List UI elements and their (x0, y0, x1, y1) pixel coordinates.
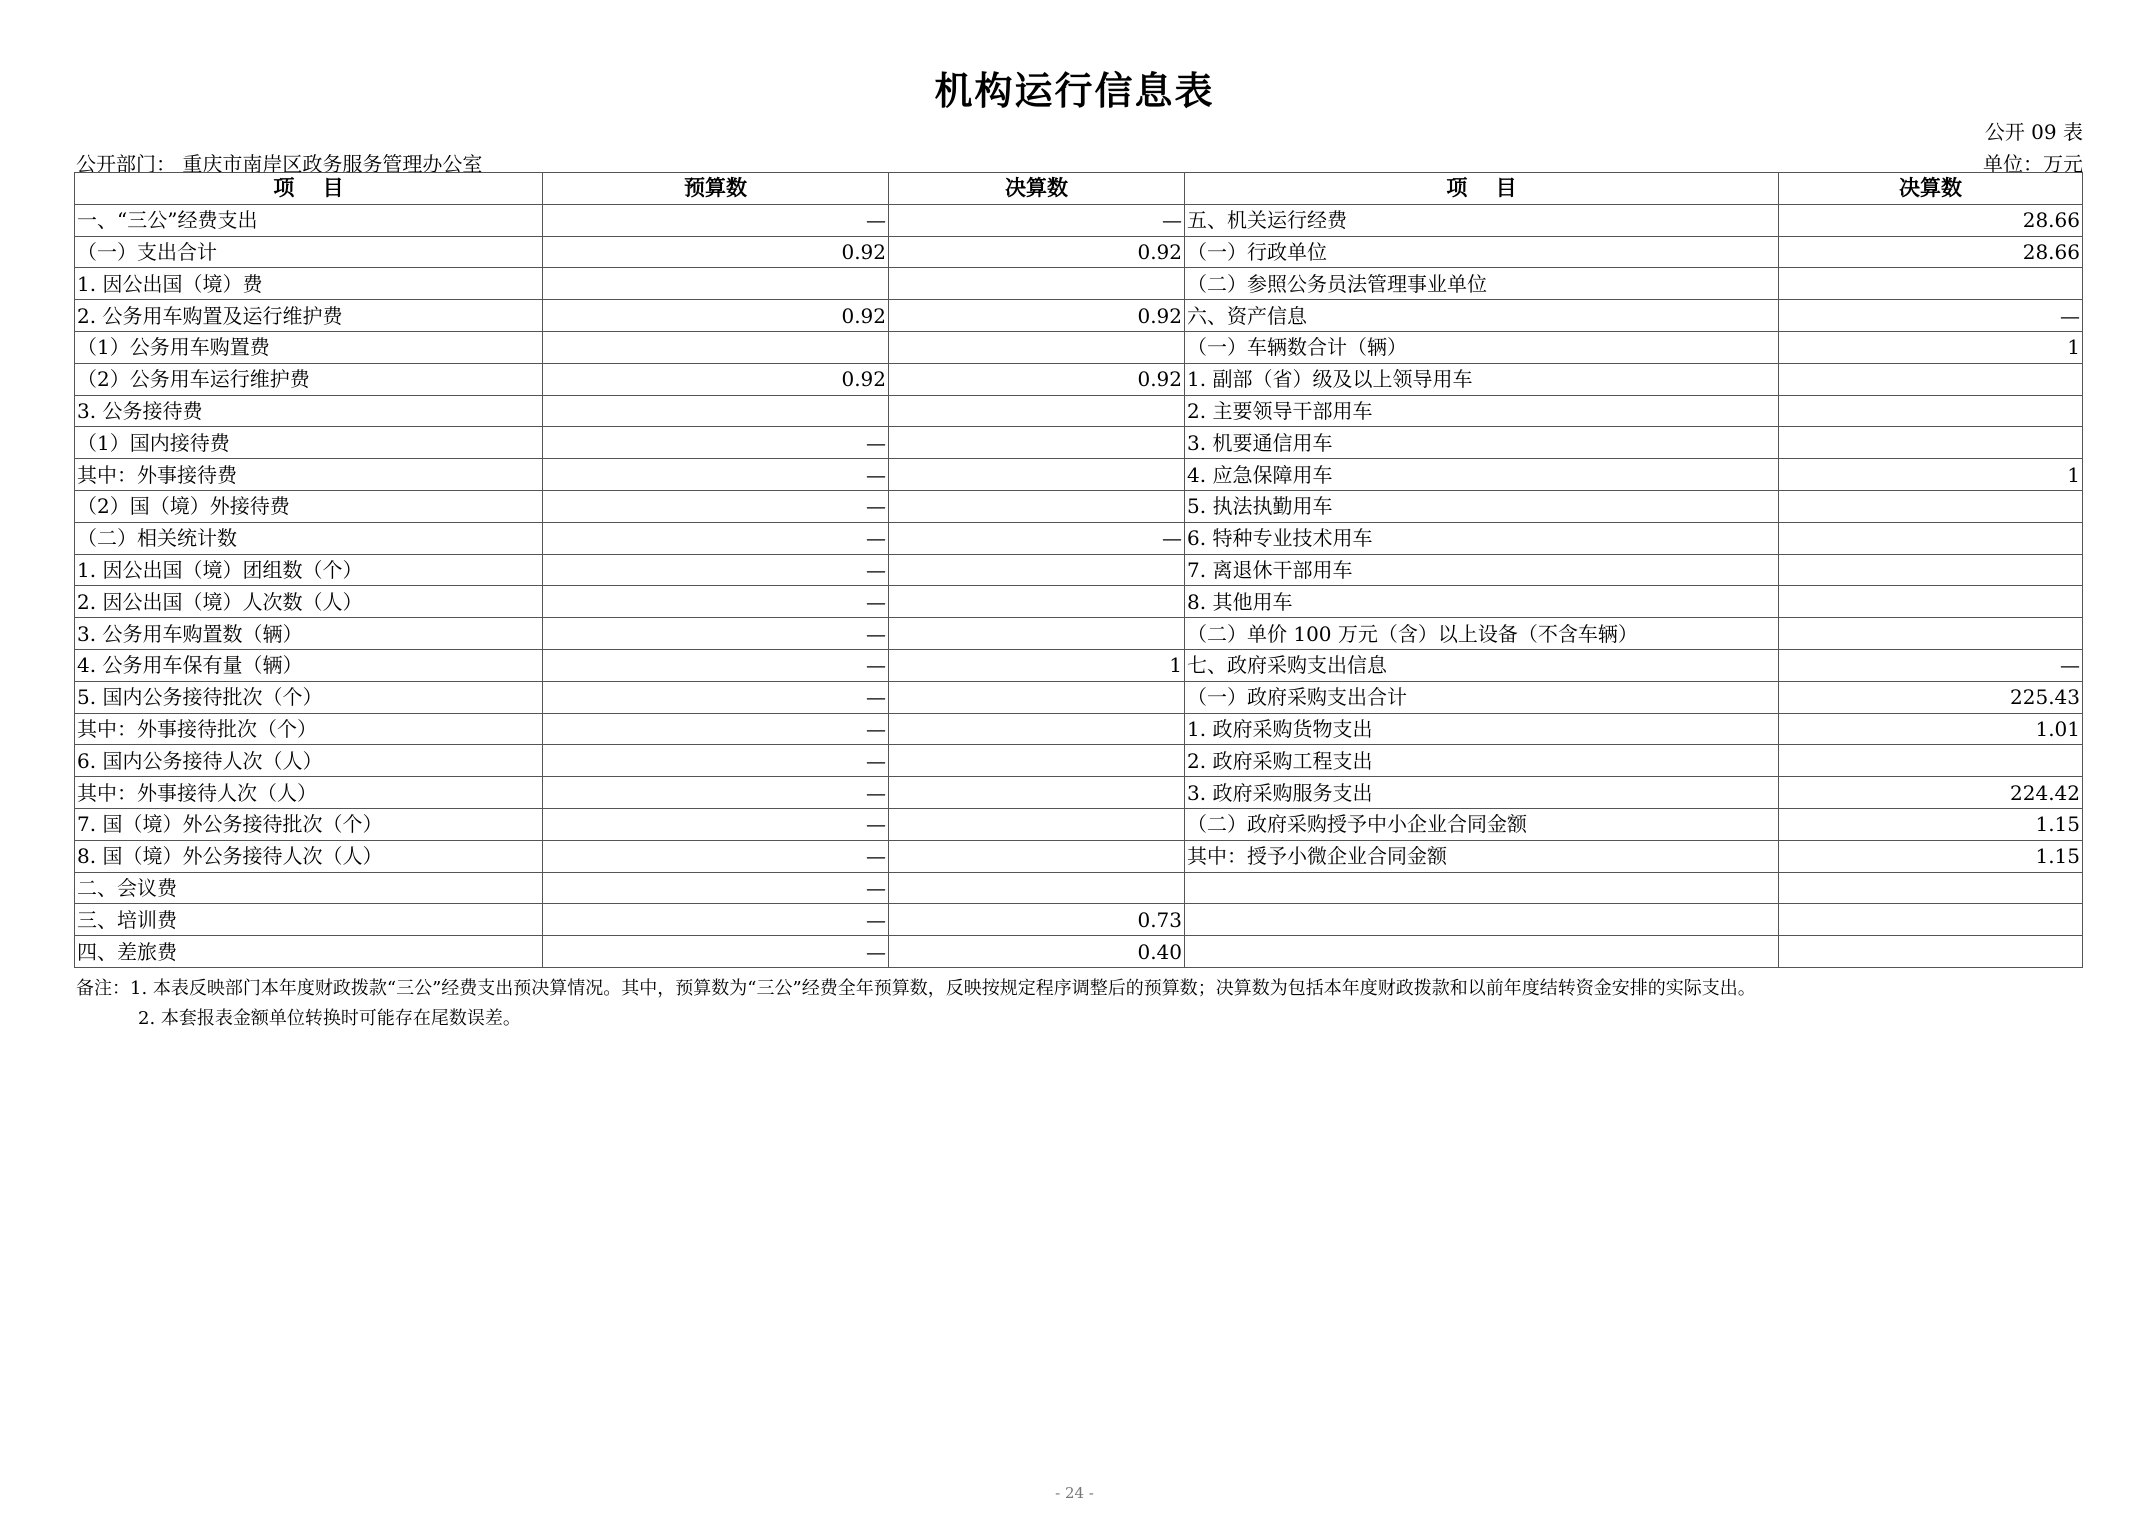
right-final-cell (1779, 904, 2083, 936)
budget-cell: 0.92 (543, 300, 889, 332)
right-final-cell: 1.01 (1779, 713, 2083, 745)
final-cell (889, 586, 1185, 618)
budget-cell (543, 395, 889, 427)
left-item-cell: （二）相关统计数 (75, 522, 543, 554)
left-item-cell: 3. 公务用车购置数（辆） (75, 618, 543, 650)
budget-cell: — (543, 936, 889, 968)
final-cell: 0.40 (889, 936, 1185, 968)
final-cell: — (889, 204, 1185, 236)
right-item-cell: 1. 副部（省）级及以上领导用车 (1185, 363, 1779, 395)
budget-cell: 0.92 (543, 363, 889, 395)
left-item-cell: （2）国（境）外接待费 (75, 490, 543, 522)
page-number: - 24 - (1055, 1484, 1094, 1502)
final-cell (889, 331, 1185, 363)
right-final-cell (1779, 618, 2083, 650)
right-item-cell (1185, 936, 1779, 968)
table-row (75, 236, 2083, 268)
budget-cell: — (543, 204, 889, 236)
right-final-cell: 1 (1779, 459, 2083, 491)
final-cell (889, 777, 1185, 809)
budget-cell: — (543, 681, 889, 713)
final-cell: 0.92 (889, 363, 1185, 395)
left-item-cell: 5. 国内公务接待批次（个） (75, 681, 543, 713)
right-final-cell: 1.15 (1779, 808, 2083, 840)
table-row (75, 586, 2083, 618)
left-item-cell: （一）支出合计 (75, 236, 543, 268)
right-final-cell (1779, 554, 2083, 586)
notes (76, 974, 1756, 1034)
right-item-cell: （二）单价 100 万元（含）以上设备（不含车辆） (1185, 618, 1779, 650)
left-item-cell: 3. 公务接待费 (75, 395, 543, 427)
table-row (75, 300, 2083, 332)
final-cell (889, 459, 1185, 491)
final-cell: 0.92 (889, 236, 1185, 268)
final-cell (889, 427, 1185, 459)
right-final-cell: 28.66 (1779, 236, 2083, 268)
right-item-cell: （一）政府采购支出合计 (1185, 681, 1779, 713)
right-item-cell: 6. 特种专业技术用车 (1185, 522, 1779, 554)
right-final-cell (1779, 363, 2083, 395)
right-final-cell (1779, 522, 2083, 554)
right-item-cell: 2. 政府采购工程支出 (1185, 745, 1779, 777)
header-budget: 预算数 (543, 173, 889, 205)
final-cell (889, 490, 1185, 522)
budget-cell: — (543, 649, 889, 681)
budget-cell: 0.92 (543, 236, 889, 268)
right-final-cell: 225.43 (1779, 681, 2083, 713)
table-row (75, 904, 2083, 936)
right-final-cell: 1 (1779, 331, 2083, 363)
final-cell: — (889, 522, 1185, 554)
budget-cell: — (543, 745, 889, 777)
table-row (75, 331, 2083, 363)
budget-cell: — (543, 522, 889, 554)
right-item-cell: 五、机关运行经费 (1185, 204, 1779, 236)
final-cell (889, 713, 1185, 745)
budget-cell (543, 268, 889, 300)
right-item-cell: 8. 其他用车 (1185, 586, 1779, 618)
page-title: 机构运行信息表 (934, 68, 1215, 113)
table-row (75, 618, 2083, 650)
right-item-cell: （一）行政单位 (1185, 236, 1779, 268)
budget-cell: — (543, 459, 889, 491)
right-final-cell (1779, 427, 2083, 459)
header-final: 决算数 (889, 173, 1185, 205)
table-row (75, 777, 2083, 809)
table-row (75, 268, 2083, 300)
left-item-cell: 2. 因公出国（境）人次数（人） (75, 586, 543, 618)
right-item-cell: 7. 离退休干部用车 (1185, 554, 1779, 586)
left-item-cell: 8. 国（境）外公务接待人次（人） (75, 840, 543, 872)
right-final-cell (1779, 936, 2083, 968)
right-item-cell: 2. 主要领导干部用车 (1185, 395, 1779, 427)
budget-cell: — (543, 872, 889, 904)
right-item-cell: （二）政府采购授予中小企业合同金额 (1185, 808, 1779, 840)
budget-cell: — (543, 808, 889, 840)
table-row (75, 363, 2083, 395)
table-row (75, 649, 2083, 681)
right-final-cell: — (1779, 649, 2083, 681)
table-row (75, 395, 2083, 427)
note-line-2: 2. 本套报表金额单位转换时可能存在尾数误差。 (138, 1008, 521, 1029)
header-right-item: 项 目 (1185, 173, 1779, 205)
final-cell: 1 (889, 649, 1185, 681)
final-cell (889, 268, 1185, 300)
right-item-cell: 六、资产信息 (1185, 300, 1779, 332)
final-cell (889, 618, 1185, 650)
table-row (75, 522, 2083, 554)
budget-cell: — (543, 840, 889, 872)
right-item-cell (1185, 872, 1779, 904)
final-cell (889, 808, 1185, 840)
table-row (75, 936, 2083, 968)
note-line-1: 备注：1. 本表反映部门本年度财政拨款“三公”经费支出预决算情况。其中，预算数为“三公”经费全年预算数，反映按规定程序调整后的预算数；决算数为包括本年度财政拨款和以前年度结转资金安排的实际支出。 (76, 978, 1756, 999)
department-label: 公开部门： 重庆市南岸区政务服务管理办公室 (76, 152, 483, 176)
budget-cell: — (543, 777, 889, 809)
right-final-cell (1779, 745, 2083, 777)
right-item-cell: 1. 政府采购货物支出 (1185, 713, 1779, 745)
table-row (75, 840, 2083, 872)
table-header-row (75, 173, 2083, 205)
right-final-cell: — (1779, 300, 2083, 332)
left-item-cell: 一、“三公”经费支出 (75, 204, 543, 236)
header-left-item: 项 目 (75, 173, 543, 205)
budget-cell: — (543, 427, 889, 459)
table-row (75, 490, 2083, 522)
right-item-cell: 4. 应急保障用车 (1185, 459, 1779, 491)
left-item-cell: （1）公务用车购置费 (75, 331, 543, 363)
table-row (75, 713, 2083, 745)
right-final-cell (1779, 395, 2083, 427)
right-final-cell (1779, 268, 2083, 300)
left-item-cell: 四、差旅费 (75, 936, 543, 968)
budget-cell: — (543, 713, 889, 745)
left-item-cell: 其中：外事接待费 (75, 459, 543, 491)
right-item-cell: （二）参照公务员法管理事业单位 (1185, 268, 1779, 300)
budget-cell (543, 331, 889, 363)
left-item-cell: 4. 公务用车保有量（辆） (75, 649, 543, 681)
budget-cell: — (543, 904, 889, 936)
right-item-cell: （一）车辆数合计（辆） (1185, 331, 1779, 363)
final-cell (889, 681, 1185, 713)
right-final-cell: 224.42 (1779, 777, 2083, 809)
final-cell: 0.92 (889, 300, 1185, 332)
left-item-cell: 7. 国（境）外公务接待批次（个） (75, 808, 543, 840)
table-row (75, 745, 2083, 777)
table-row (75, 427, 2083, 459)
right-final-cell (1779, 586, 2083, 618)
left-item-cell: 二、会议费 (75, 872, 543, 904)
header-right-final: 决算数 (1779, 173, 2083, 205)
left-item-cell: （2）公务用车运行维护费 (75, 363, 543, 395)
final-cell (889, 745, 1185, 777)
table-row (75, 204, 2083, 236)
final-cell (889, 395, 1185, 427)
table-row (75, 872, 2083, 904)
final-cell (889, 554, 1185, 586)
left-item-cell: 1. 因公出国（境）费 (75, 268, 543, 300)
table-row (75, 554, 2083, 586)
budget-cell: — (543, 618, 889, 650)
table-row (75, 808, 2083, 840)
table-code: 公开 09 表 (1984, 120, 2083, 144)
right-item-cell: 5. 执法执勤用车 (1185, 490, 1779, 522)
final-cell (889, 872, 1185, 904)
table-row (75, 681, 2083, 713)
right-final-cell: 1.15 (1779, 840, 2083, 872)
info-table (74, 172, 2083, 968)
final-cell: 0.73 (889, 904, 1185, 936)
right-item-cell: 其中：授予小微企业合同金额 (1185, 840, 1779, 872)
left-item-cell: （1）国内接待费 (75, 427, 543, 459)
left-item-cell: 其中：外事接待人次（人） (75, 777, 543, 809)
budget-cell: — (543, 490, 889, 522)
budget-cell: — (543, 554, 889, 586)
final-cell (889, 840, 1185, 872)
right-item-cell: 3. 机要通信用车 (1185, 427, 1779, 459)
left-item-cell: 2. 公务用车购置及运行维护费 (75, 300, 543, 332)
right-item-cell (1185, 904, 1779, 936)
right-final-cell (1779, 872, 2083, 904)
left-item-cell: 其中：外事接待批次（个） (75, 713, 543, 745)
left-item-cell: 1. 因公出国（境）团组数（个） (75, 554, 543, 586)
right-item-cell: 3. 政府采购服务支出 (1185, 777, 1779, 809)
left-item-cell: 三、培训费 (75, 904, 543, 936)
unit-label: 单位：万元 (1983, 152, 2083, 176)
right-final-cell (1779, 490, 2083, 522)
budget-cell: — (543, 586, 889, 618)
right-item-cell: 七、政府采购支出信息 (1185, 649, 1779, 681)
table-row (75, 459, 2083, 491)
left-item-cell: 6. 国内公务接待人次（人） (75, 745, 543, 777)
right-final-cell: 28.66 (1779, 204, 2083, 236)
